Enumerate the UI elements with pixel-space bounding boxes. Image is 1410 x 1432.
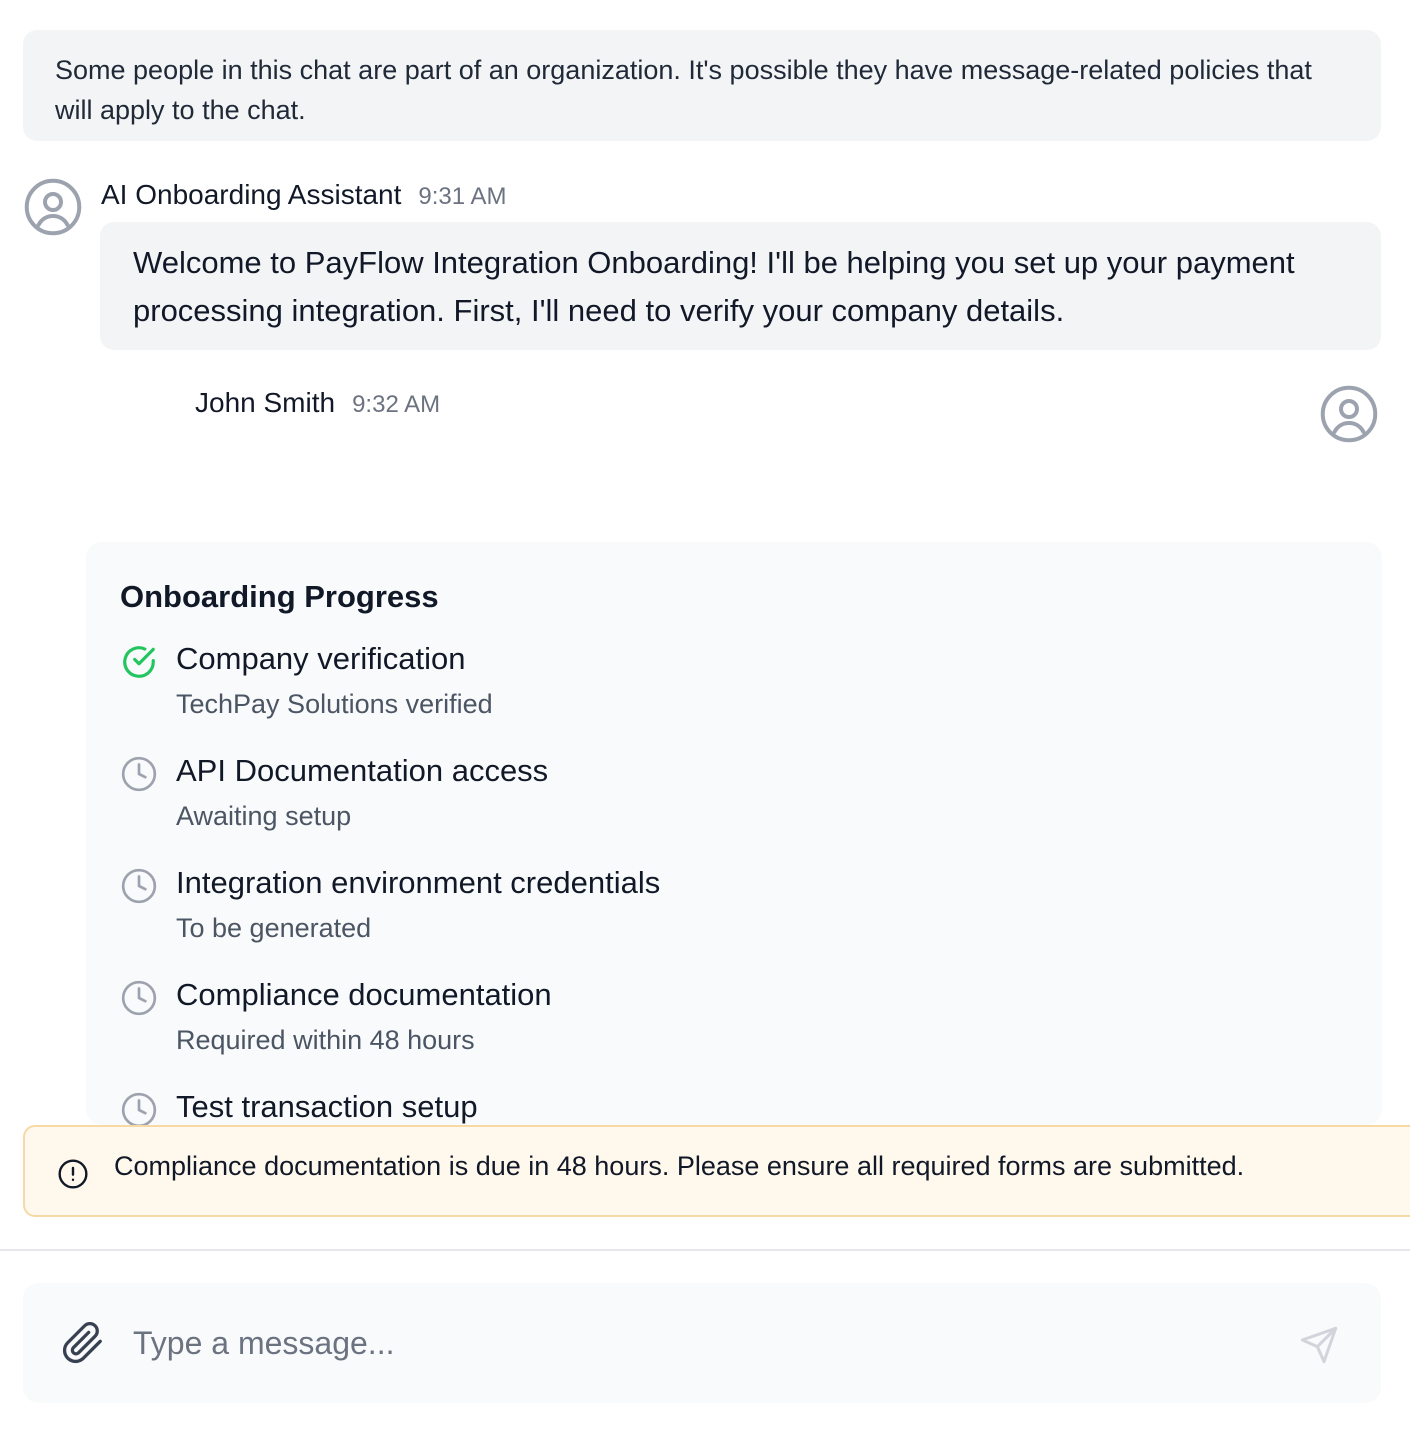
compliance-alert bbox=[23, 1125, 1410, 1217]
progress-step bbox=[120, 867, 1320, 967]
progress-step bbox=[120, 643, 1320, 743]
message-composer bbox=[23, 1283, 1381, 1403]
alert-circle-icon bbox=[57, 1158, 89, 1190]
organization-notice bbox=[23, 30, 1381, 141]
step-title: Company verification bbox=[176, 641, 466, 676]
attach-button[interactable] bbox=[61, 1321, 105, 1365]
progress-step bbox=[120, 755, 1320, 855]
progress-step bbox=[120, 1091, 1320, 1125]
user-circle-icon bbox=[23, 177, 83, 237]
alert-text: Compliance documentation is due in 48 hours. Please ensure all required forms are submitted. bbox=[114, 1151, 1245, 1181]
clock-icon bbox=[120, 755, 158, 793]
send-icon bbox=[1299, 1325, 1343, 1365]
assistant-message-bubble bbox=[100, 222, 1381, 350]
clock-icon bbox=[120, 979, 158, 1017]
step-subtitle: Awaiting setup bbox=[176, 801, 352, 831]
progress-step bbox=[120, 979, 1320, 1079]
clock-icon bbox=[120, 1091, 158, 1125]
sender-name: AI Onboarding Assistant bbox=[101, 179, 402, 210]
organization-notice-text: Some people in this chat are part of an organization. It's possible they have message-related policies that will apply to the chat. bbox=[55, 55, 1312, 125]
send-button[interactable] bbox=[1299, 1323, 1343, 1367]
message-timestamp: 9:31 AM bbox=[418, 183, 507, 210]
step-subtitle: Required within 48 hours bbox=[176, 1025, 475, 1055]
step-title: Integration environment credentials bbox=[176, 865, 661, 900]
clock-icon bbox=[120, 867, 158, 905]
onboarding-progress-card bbox=[86, 542, 1382, 1125]
step-title: API Documentation access bbox=[176, 753, 549, 788]
check-circle-icon bbox=[120, 643, 158, 681]
progress-title: Onboarding Progress bbox=[120, 579, 439, 614]
message-timestamp: 9:32 AM bbox=[352, 391, 441, 418]
step-subtitle: TechPay Solutions verified bbox=[176, 689, 493, 719]
step-subtitle: To be generated bbox=[176, 913, 372, 943]
composer-divider bbox=[0, 1249, 1410, 1251]
step-title: Test transaction setup bbox=[176, 1089, 478, 1124]
message-text: Welcome to PayFlow Integration Onboarding! I'll be helping you set up your payment processing integration. First, I'll need to verify your company details. bbox=[133, 245, 1295, 328]
user-message-header bbox=[195, 387, 440, 419]
message-input[interactable] bbox=[133, 1313, 1273, 1373]
sender-name: John Smith bbox=[195, 387, 336, 418]
user-circle-icon bbox=[1319, 384, 1379, 444]
paperclip-icon bbox=[61, 1321, 105, 1365]
assistant-message-header bbox=[101, 179, 506, 211]
step-title: Compliance documentation bbox=[176, 977, 552, 1012]
